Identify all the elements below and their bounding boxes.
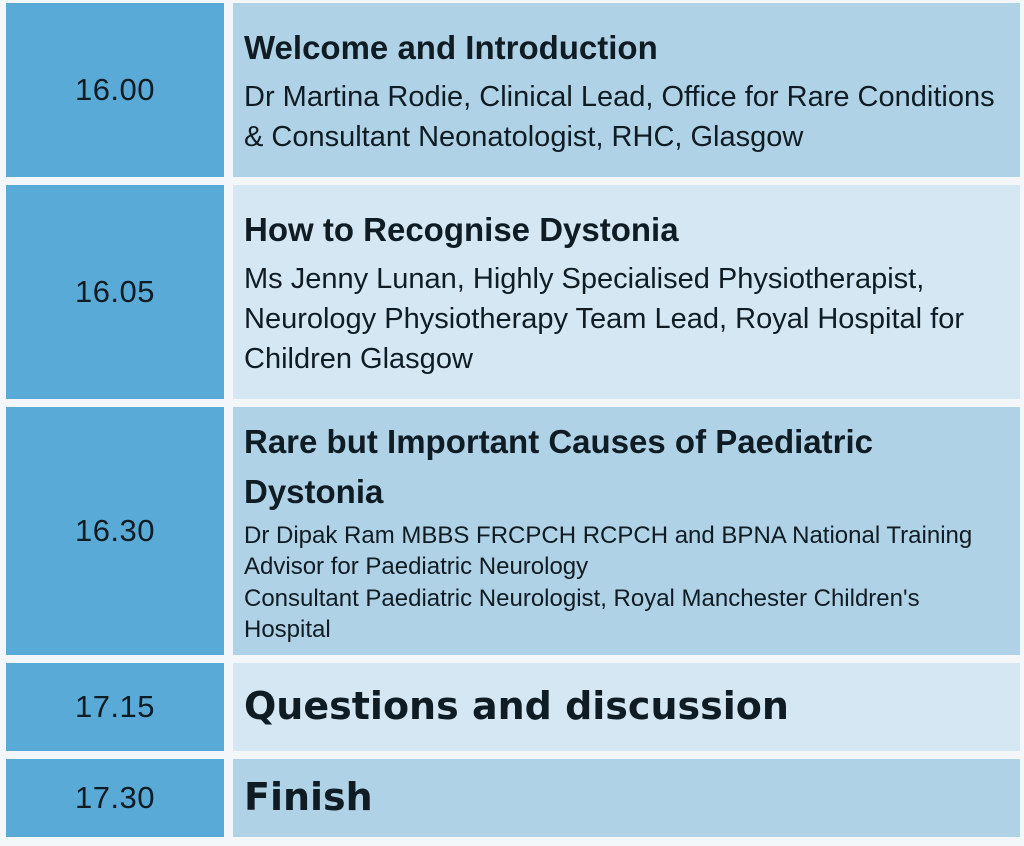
session-title: How to Recognise Dystonia — [244, 211, 679, 249]
speaker-line: Ms Jenny Lunan, Highly Specialised Physiotherapist, Neurology Physiotherapy Team Lead, Royal Hospital for Children Glasgow — [244, 262, 965, 375]
speaker-line: Dr Martina Rodie, Clinical Lead, Office for Rare Conditions & Consultant Neonatologist, RHC, Glasgow — [244, 80, 995, 153]
time-cell — [6, 3, 224, 177]
time-cell — [6, 407, 224, 655]
agenda-table — [6, 3, 1020, 838]
speaker-line: Consultant Paediatric Neurologist, Royal Manchester Children's Hospital — [244, 584, 920, 643]
time-label: 16.00 — [74, 72, 156, 107]
session-cell — [233, 3, 1020, 177]
time-cell — [6, 185, 224, 399]
agenda-row-1 — [6, 3, 1020, 177]
session-title: Welcome and Introduction — [244, 29, 658, 67]
session-cell — [233, 759, 1020, 837]
time-label: 17.30 — [74, 780, 156, 815]
time-cell — [6, 759, 224, 837]
session-title: Rare but Important Causes of Paediatric Dystonia — [244, 423, 873, 510]
session-title: Questions and discussion — [244, 684, 789, 729]
agenda-row-4 — [6, 663, 1020, 751]
speaker-line: Dr Dipak Ram MBBS FRCPCH RCPCH and BPNA National Training Advisor for Paediatric Neurology — [244, 522, 973, 581]
agenda-row-2 — [6, 185, 1020, 399]
session-cell — [233, 407, 1020, 655]
agenda-row-5 — [6, 759, 1020, 837]
time-label: 16.05 — [74, 274, 156, 309]
time-label: 17.15 — [74, 689, 156, 724]
session-cell — [233, 185, 1020, 399]
session-cell — [233, 663, 1020, 751]
session-title: Finish — [244, 775, 373, 820]
time-label: 16.30 — [74, 513, 156, 548]
agenda-row-3 — [6, 407, 1020, 655]
time-cell — [6, 663, 224, 751]
